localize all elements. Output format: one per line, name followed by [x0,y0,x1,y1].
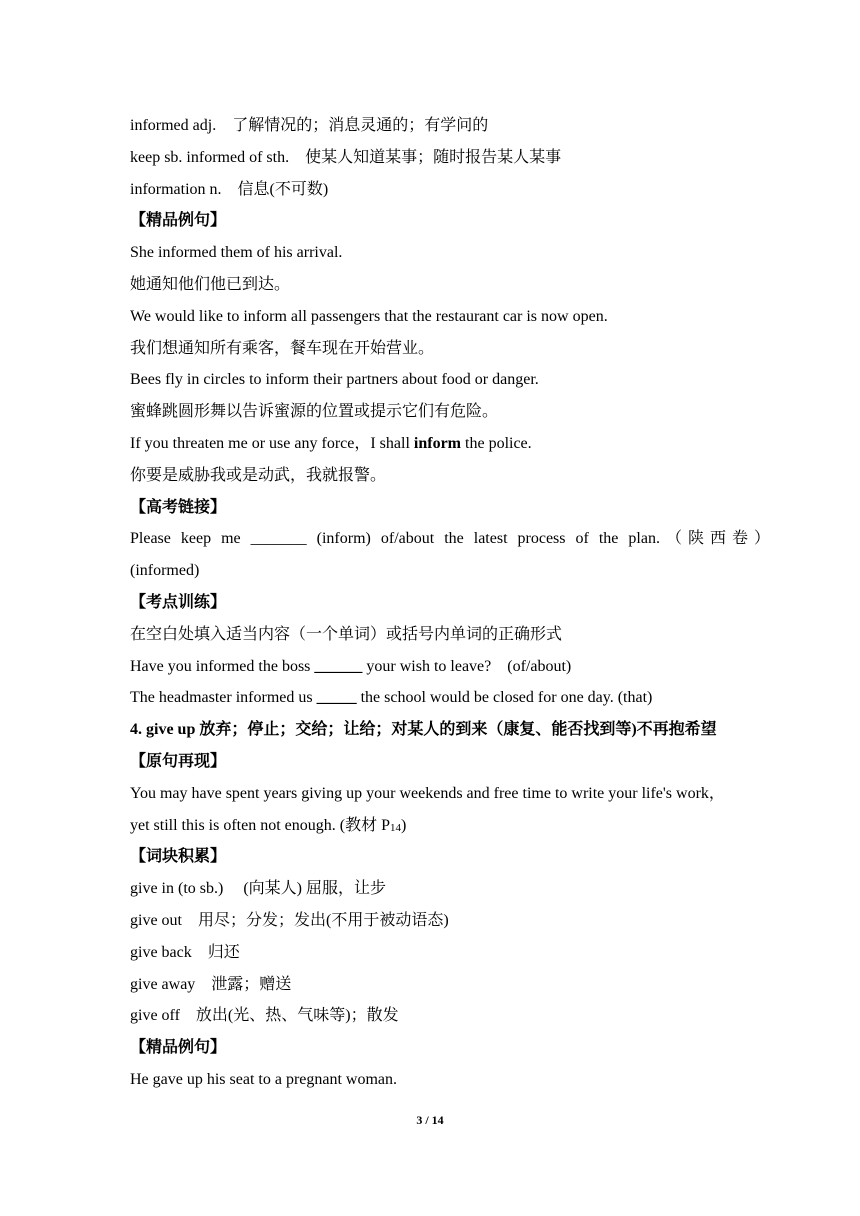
example-sentence: Bees fly in circles to inform their partners about food or danger. [130,371,539,389]
section-heading: 【原句再现】 [130,752,227,770]
section-heading: 【考点训练】 [130,593,227,611]
section-heading: 【词块积累】 [130,848,227,866]
phrase-entry: give back 归还 [130,943,240,961]
exercise-instruction: 在空白处填入适当内容（一个单词）或括号内单词的正确形式 [130,625,563,643]
example-translation: 蜜蜂跳圆形舞以告诉蜜源的位置或提示它们有危险。 [130,403,499,421]
example-translation: 我们想通知所有乘客，餐车现在开始营业。 [130,339,435,357]
example-sentence: We would like to inform all passengers that the restaurant car is now open. [130,307,608,325]
phrase-heading: 4. give up 放弃；停止；交给；让给；对某人的到来（康复、能否找到等)不再抱希望 [130,721,717,739]
vocab-line: information n. 信息(不可数) [130,180,329,198]
section-heading: 【精品例句】 [130,1039,227,1057]
phrase-entry: give away 泄露；赠送 [130,975,292,993]
example-translation: 她通知他们他已到达。 [130,275,291,293]
exam-answer: (informed) [130,562,200,580]
phrase-entry: give off 放出(光、热、气味等)；散发 [130,1007,399,1025]
text-segment: Have you informed the boss [130,657,315,675]
phrase-entry: give in (to sb.) (向某人) 屈服，让步 [130,880,386,898]
answer-blank: ______ [314,657,363,675]
subscript: 14 [390,821,401,834]
phrase-entry: give out 用尽；分发；发出(不用于被动语态) [130,911,449,929]
example-sentence [130,428,770,460]
exam-question: Please keep me _______ (inform) of/about the latest process of the plan.（陕西卷） [130,530,770,548]
text-segment: If you threaten me or use any force，I shall [130,434,414,452]
section-heading: 【精品例句】 [130,212,227,230]
example-translation: 你要是威胁我或是动武，我就报警。 [130,466,387,484]
page-number: 3 / 14 [416,1113,444,1127]
text-segment: the school would be closed for one day. (that) [356,689,653,707]
text-segment: The headmaster informed us [130,689,317,707]
vocab-line: informed adj. 了解情况的；消息灵通的；有学问的 [130,117,489,134]
example-sentence: She informed them of his arrival. [130,244,343,262]
exercise-item [130,682,770,714]
text-segment: yet still this is often not enough. (教材 P [130,816,390,834]
original-sentence: You may have spent years giving up your weekends and free time to write your life's work， [130,784,725,802]
text-segment: ) [401,816,407,834]
section-heading: 【高考链接】 [130,498,227,516]
original-sentence [130,810,770,842]
vocab-line: keep sb. informed of sth. 使某人知道某事；随时报告某人某事 [130,148,562,166]
answer-blank: _____ [316,689,357,707]
bold-keyword: inform [413,434,462,452]
exercise-item [130,651,770,683]
text-segment: your wish to leave? (of/about) [362,657,572,675]
text-segment: the police. [461,434,532,452]
example-sentence: He gave up his seat to a pregnant woman. [130,1070,398,1088]
document-body [130,110,770,1096]
